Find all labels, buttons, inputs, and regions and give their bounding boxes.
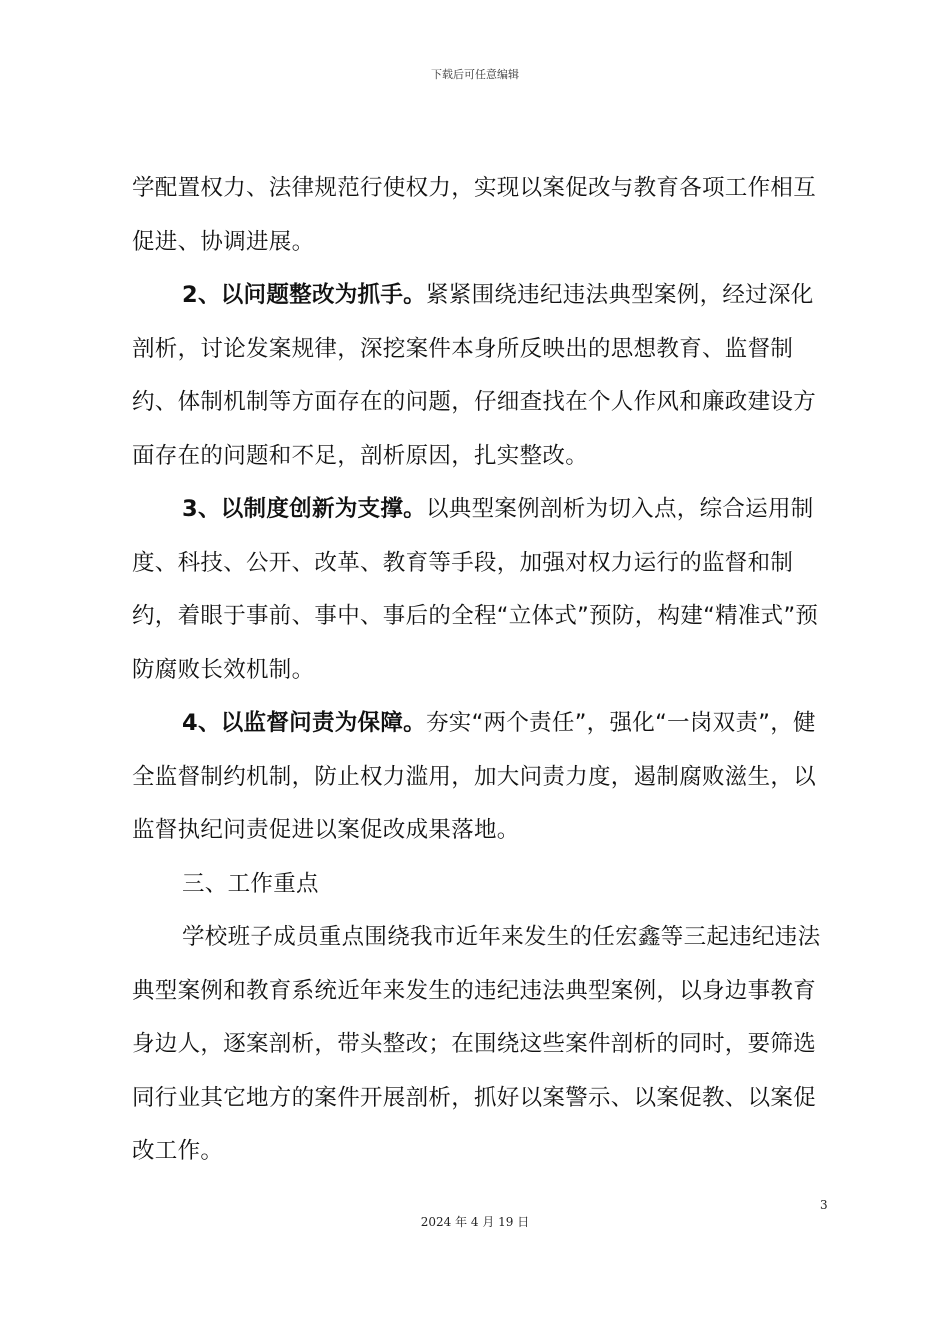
paragraph-system-innovation <box>132 483 827 697</box>
paragraph-text: 紧紧围绕违纪违法典型案例，经过深化剖析，讨论发案规律，深挖案件本身所反映出的思想教育、监督制约、体制机制等方面存在的问题，仔细查找在个人作风和廉政建设方面存在的问题和不足，剖析原因，扎实整改。 <box>132 282 817 469</box>
paragraph-heading: 3、以制度创新为支撑。 <box>182 496 426 522</box>
paragraph-heading: 2、以问题整改为抓手。 <box>182 282 426 308</box>
paragraph-problem-rectification <box>132 269 827 483</box>
paragraph-text: 以典型案例剖析为切入点，综合运用制度、科技、公开、改革、教育等手段，加强对权力运行的监督和制约，着眼于事前、事中、事后的全程“立体式”预防，构建“精准式”预防腐败长效机制。 <box>132 496 819 683</box>
document-body <box>132 162 827 1179</box>
section-heading-text: 三、工作重点 <box>182 870 319 897</box>
paragraph-text: 学校班子成员重点围绕我市近年来发生的任宏鑫等三起违纪违法典型案例和教育系统近年来发生的违纪违法典型案例，以身边事教育身边人，逐案剖析，带头整改；在围绕这些案件剖析的同时，要筛选同行业其它地方的案件开展剖析，抓好以案警示、以案促教、以案促改工作。 <box>132 924 821 1164</box>
paragraph-continuation <box>132 162 827 269</box>
paragraph-text: 夯实“两个责任”，强化“一岗双责”，健全监督制约机制，防止权力滥用，加大问责力度，遏制腐败滋生，以监督执纪问责促进以案促改成果落地。 <box>132 710 817 843</box>
paragraph-supervision-accountability <box>132 697 827 858</box>
paragraph-heading: 4、以监督问责为保障。 <box>182 710 426 736</box>
paragraph-work-focus <box>132 911 827 1179</box>
page-number: 3 <box>820 1198 828 1212</box>
page-header: 下载后可任意编辑 <box>431 68 519 81</box>
section-heading-work-focus <box>132 858 827 912</box>
page-footer-date: 2024 年 4 月 19 日 <box>420 1215 530 1229</box>
paragraph-text: 学配置权力、法律规范行使权力，实现以案促改与教育各项工作相互促进、协调进展。 <box>132 175 817 255</box>
